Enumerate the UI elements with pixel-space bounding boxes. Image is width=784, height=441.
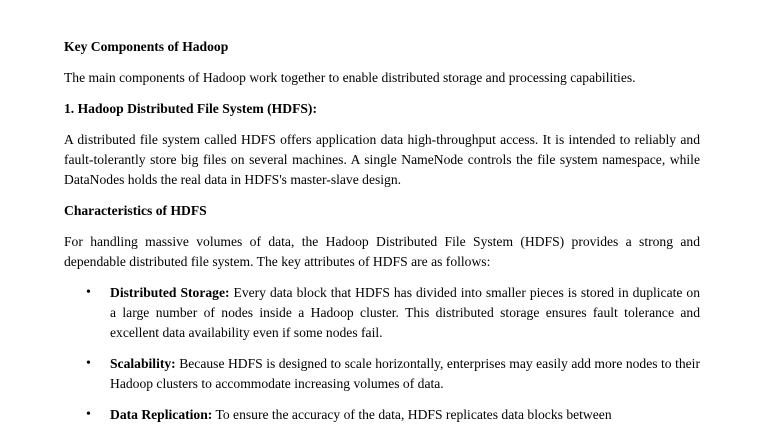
intro-paragraph: The main components of Hadoop work together to enable distributed storage and processing capabilities.: [64, 70, 636, 85]
list-item: [64, 354, 700, 394]
list-item: [64, 405, 700, 425]
section-heading-hdfs: 1. Hadoop Distributed File System (HDFS):: [64, 101, 317, 116]
characteristics-paragraph: For handling massive volumes of data, the Hadoop Distributed File System (HDFS) provides a strong and dependable distributed file system. The key attributes of HDFS are as follows:: [64, 234, 700, 269]
bullet-icon: •: [86, 407, 91, 422]
bullet-icon: •: [86, 356, 91, 371]
list-item-term: Data Replication:: [110, 407, 213, 422]
characteristics-heading: Characteristics of HDFS: [64, 203, 207, 218]
list-item-text: Every data block that HDFS has divided into smaller pieces is stored in duplicate on a large number of nodes inside a Hadoop cluster. This distributed storage ensures fault tolerance and excellent data availability even if some nodes fail.: [110, 285, 701, 340]
characteristics-list: [64, 283, 700, 425]
list-item-term: Scalability:: [110, 356, 176, 371]
list-item: [64, 283, 700, 343]
list-item-term: Distributed Storage:: [110, 285, 230, 300]
list-item-text: Because HDFS is designed to scale horizontally, enterprises may easily add more nodes to their Hadoop clusters to accommodate increasing volumes of data.: [110, 356, 700, 391]
document-page: [64, 37, 700, 436]
hdfs-paragraph: A distributed file system called HDFS offers application data high-throughput access. It is intended to reliably and fault-tolerantly store big files on several machines. A single NameNode controls the file system namespace, while DataNodes holds the real data in HDFS's master-slave design.: [64, 132, 700, 187]
list-item-text: To ensure the accuracy of the data, HDFS replicates data blocks between: [212, 407, 612, 422]
document-title: Key Components of Hadoop: [64, 39, 229, 54]
bullet-icon: •: [86, 285, 91, 300]
